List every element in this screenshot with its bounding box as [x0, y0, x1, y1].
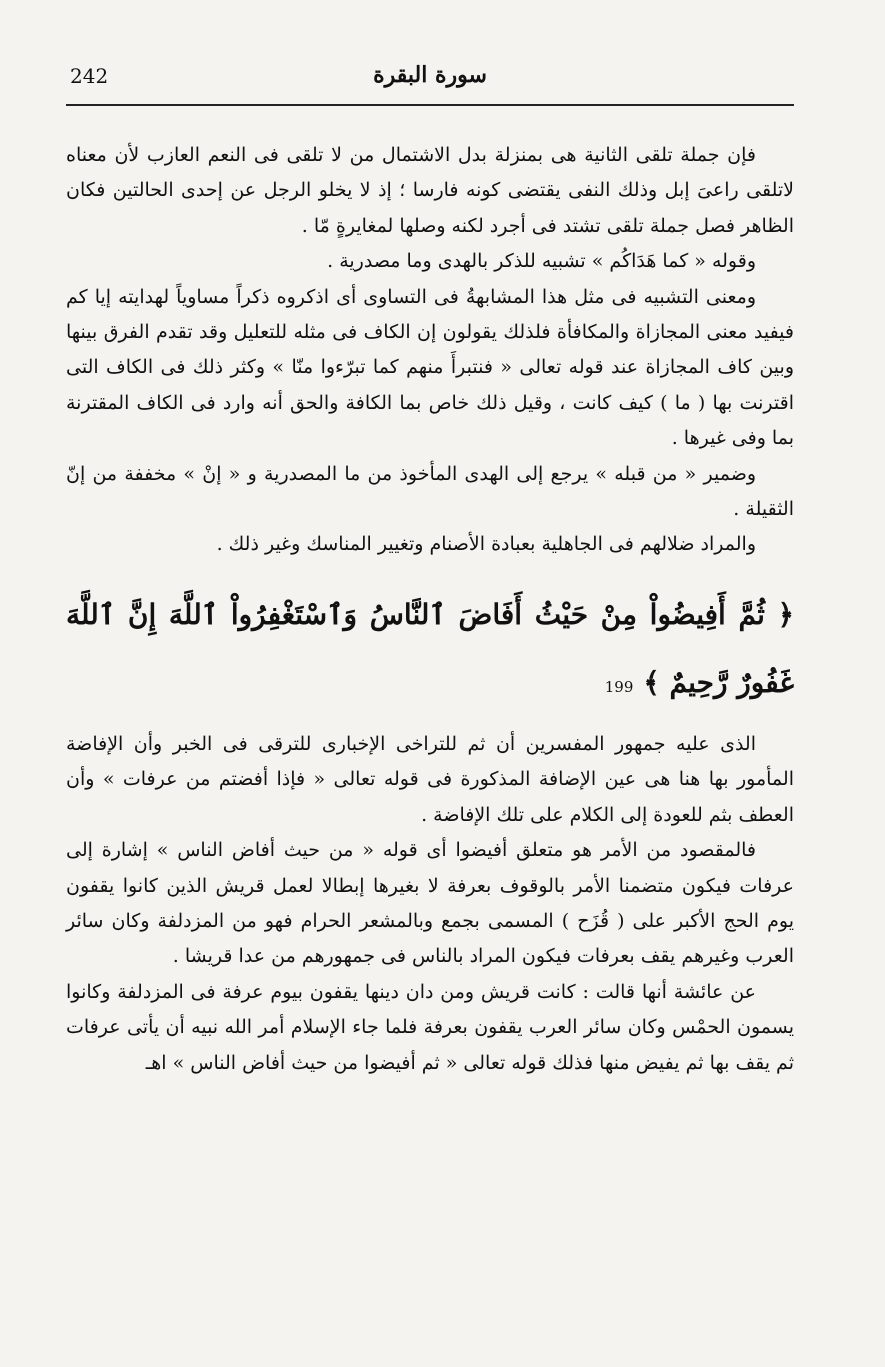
quran-verse — [66, 581, 794, 721]
surah-title: سورة البقرة — [373, 62, 487, 88]
paragraph: فالمقصود من الأمر هو متعلق أفيضوا أى قوله « من حيث أفاض الناس » إشارة إلى عرفات فيكون متضمنا الأمر بالوقوف بعرفة لا بغيرها إبطالا لعمل قريش الذين كانوا يقفون يوم الحج الأكبر على ( قُزَح ) المسمى بجمع وبالمشعر الحرام فهو من المزدلفة وكان سائر العرب وغيرهم يقف بعرفات فيكون المراد بالناس فى جمهورهم من عدا قريشا . — [66, 839, 794, 968]
paragraph: وضمير « من قبله » يرجع إلى الهدى المأخوذ من ما المصدرية و « إنْ » مخففة من إنّ الثقيلة . — [66, 462, 794, 521]
page-number: 242 — [70, 64, 109, 88]
page-body — [66, 138, 794, 1081]
paragraph: ومعنى التشبيه فى مثل هذا المشابهةُ فى التساوى أى اذكروه ذكراً مساوياً لهدايته إيا كم فيفيد معنى المجازاة والمكافأة فلذلك يقولون إن الكاف فى مثله للتعليل وقد تقدم الفرق بينها وبين كاف المجازاة عند قوله تعالى « فنتبرأَ منهم كما تبرّءوا منّا » وكثر ذلك فى الكاف التى اقترنت بها ( ما ) كيف كانت ، وقيل ذلك خاص بما الكافة والحق أنه وارد فى الكاف المقترنة بما وفى غيرها . — [66, 285, 795, 450]
verse-text: ﴿ ثُمَّ أَفِيضُواْ مِنْ حَيْثُ أَفَاضَ ٱلنَّاسُ وَٱسْتَغْفِرُواْ ٱللَّهَ إِنَّ ٱللَّهَ غَفُورٌ رَّحِيمٌ ﴾ — [66, 597, 794, 699]
paragraph: وقوله « كما هَدَاكُم » تشبيه للذكر بالهدى وما مصدرية . — [327, 250, 756, 273]
paragraph: والمراد ضلالهم فى الجاهلية بعبادة الأصنام وتغيير المناسك وغير ذلك . — [216, 533, 756, 556]
paragraph: فإن جملة تلقى الثانية هى بمنزلة بدل الاشتمال من لا تلقى فى النعم العازب لأن معناه لاتلقى راعىَ إبل وذلك النفى يقتضى كونه فارسا ؛ إذ لا يخلو الرجل عن إحدى الحالتين فكان الظاهر فصل جملة تلقى تشتد فى أجرد لكنه وصلها لمغايرةٍ مّا . — [66, 144, 794, 237]
page-header — [66, 58, 794, 106]
paragraph: عن عائشة أنها قالت : كانت قريش ومن دان دينها يقفون بيوم عرفة فى المزدلفة وكانوا يسمون الحمْس وكان سائر العرب يقفون بعرفة فلما جاء الإسلام أمر الله نبيه أن يأتى عرفات ثم يقف بها ثم يفيض منها فذلك قوله تعالى « ثم أفيضوا من حيث أفاض الناس » اهـ — [66, 980, 794, 1074]
paragraph: الذى عليه جمهور المفسرين أن ثم للتراخى الإخبارى للترقى فى الخبر وأن الإفاضة المأمور بها هنا هى عين الإضافة المذكورة فى قوله تعالى « فإذا أفضتم من عرفات » وأن العطف بثم للعودة إلى الكلام على تلك الإفاضة . — [66, 732, 794, 826]
verse-number: 199 — [604, 677, 634, 696]
